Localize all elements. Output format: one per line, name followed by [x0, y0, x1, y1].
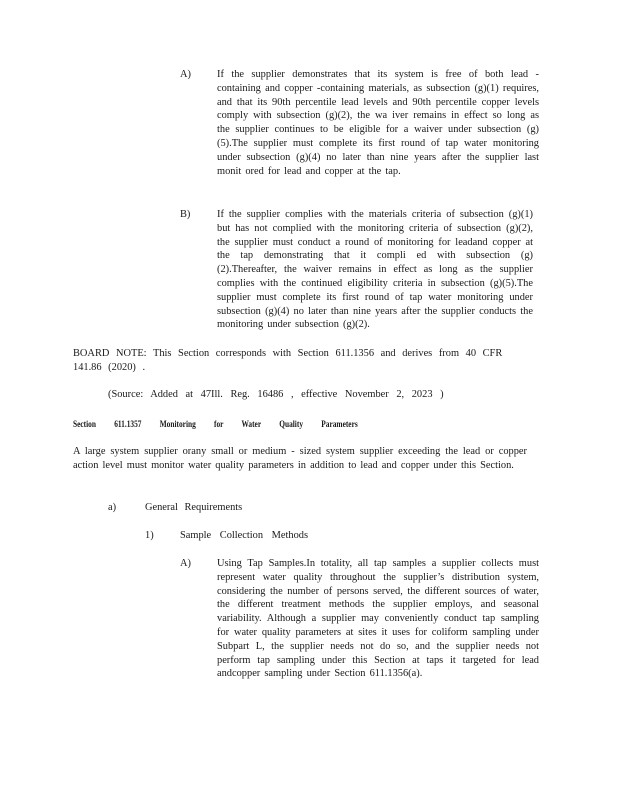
item-label: B)	[180, 209, 191, 220]
item-text: If the supplier complies with the materials criteria of subsection (g)(1) but has not complied with the monitoring criteria of subsection (g)(2), the supplier must conduct a round of monitoring for leadand copper at the tap demonstrating that it compli ed with subsection (g)(2).Thereafter, the waiver remains in effect as long as the supplier complies with the continued eligibility criteria in subsection (g)(5).The supplier must complete its first round of tap water monitoring under subsection (g)(4) no later than nine years after the supplier conducts the monitoring under subsection (g)(2).	[217, 209, 533, 331]
paragraph-title: Sample Collection Methods	[180, 530, 309, 541]
subsection-title: General Requirements	[145, 502, 243, 513]
subsection-label: a)	[108, 502, 117, 513]
intro-paragraph: A large system supplier orany small or medium - sized system supplier exceeding the lead or copper action level must monitor water quality parameters in addition to lead and copper under this Section.	[73, 446, 527, 471]
source-note: (Source: Added at 47Ill. Reg. 16486 , effective November 2, 2023 )	[108, 389, 444, 400]
item-text: If the supplier demonstrates that its system is free of both lead - containing and copper -containing materials, as subsection (g)(1) requires, and that its 90th percentile lead levels and 90th percentile copper levels comply with subsection (g)(2), the wa iver remains in effect so long as the supplier continues to be eligible for a waiver under subsection (g)(5).The supplier must complete its first round of tap water monitoring under subsection (g)(4) no later than nine years after the supplier last monit ored for lead and copper at the tap.	[217, 69, 539, 177]
item-text: Using Tap Samples.In totality, all tap samples a supplier collects must represent water quality throughout the supplier’s distribution system, considering the number of persons served, the different sources of water, the different treatment methods the supplier employs, and seasonal variability. Although a supplier may conveniently conduct tap sampling for water quality parameters at sites it uses for coliform sampling under Subpart L, the supplier needs not do so, and the supplier needs not perform tap sampling under this Section at taps it targeted for lead andcopper sampling under Section 611.1356(a).	[217, 558, 539, 680]
section-heading: Section 611.1357 Monitoring for Water Quality Parameters	[73, 419, 358, 429]
item-label: A)	[180, 558, 191, 569]
item-label: A)	[180, 69, 191, 80]
board-note: BOARD NOTE: This Section corresponds with Section 611.1356 and derives from 40 CFR 141.86 (2020) .	[73, 348, 503, 373]
paragraph-label: 1)	[145, 530, 154, 541]
